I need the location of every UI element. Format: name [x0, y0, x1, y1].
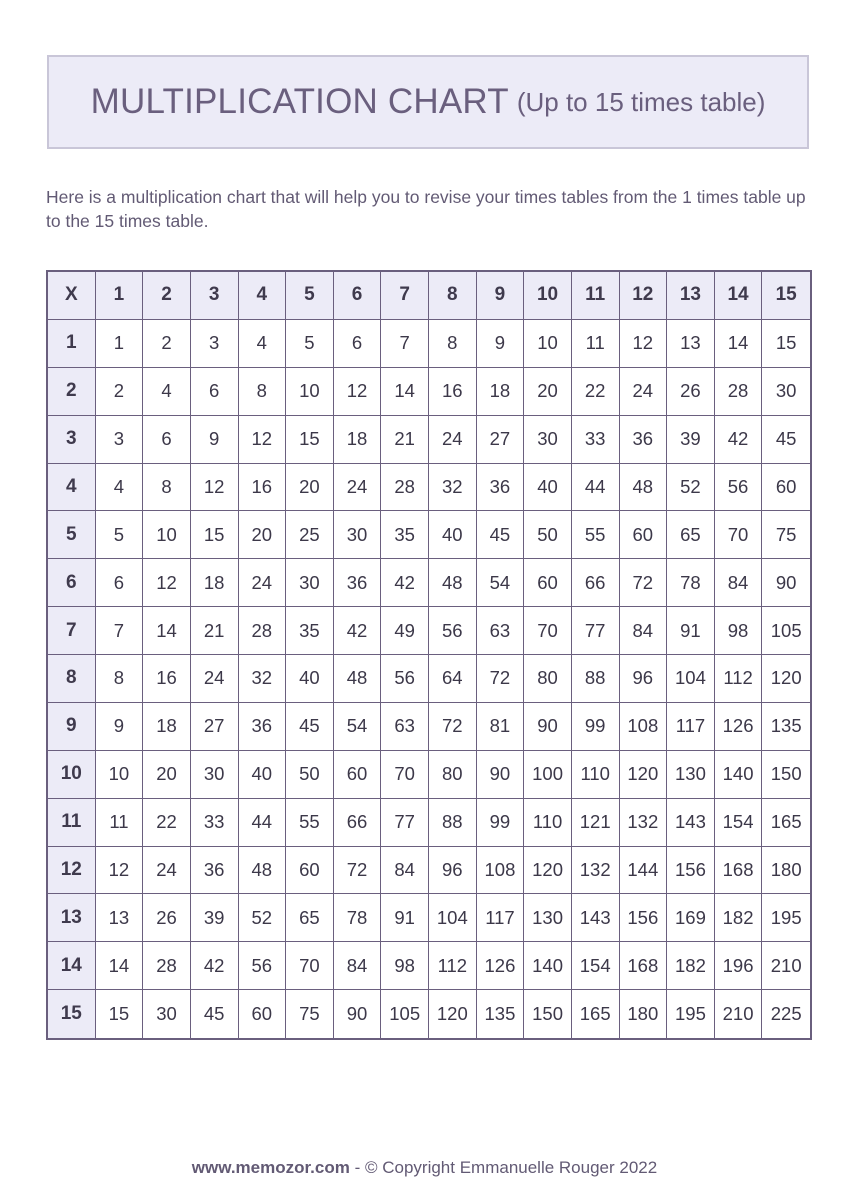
table-cell: 180: [762, 847, 810, 895]
table-cell: 12: [239, 416, 287, 464]
table-cell: 30: [143, 990, 191, 1038]
table-cell: 33: [572, 416, 620, 464]
table-cell: 66: [572, 559, 620, 607]
table-cell: 55: [572, 511, 620, 559]
table-cell: 36: [334, 559, 382, 607]
table-corner-label: X: [48, 272, 96, 320]
table-cell: 54: [477, 559, 525, 607]
table-cell: 135: [477, 990, 525, 1038]
table-cell: 18: [334, 416, 382, 464]
table-cell: 26: [143, 894, 191, 942]
table-cell: 30: [191, 751, 239, 799]
table-cell: 98: [715, 607, 763, 655]
table-cell: 10: [96, 751, 144, 799]
column-header: 13: [667, 272, 715, 320]
table-cell: 44: [572, 464, 620, 512]
table-cell: 105: [381, 990, 429, 1038]
table-cell: 108: [477, 847, 525, 895]
footer-separator: -: [349, 1158, 365, 1177]
table-cell: 42: [191, 942, 239, 990]
row-header: 9: [48, 703, 96, 751]
table-cell: 40: [524, 464, 572, 512]
table-cell: 60: [239, 990, 287, 1038]
table-cell: 48: [334, 655, 382, 703]
table-cell: 84: [715, 559, 763, 607]
table-cell: 2: [143, 320, 191, 368]
table-cell: 8: [239, 368, 287, 416]
table-cell: 84: [620, 607, 668, 655]
table-cell: 10: [524, 320, 572, 368]
table-cell: 56: [381, 655, 429, 703]
table-cell: 135: [762, 703, 810, 751]
table-cell: 25: [286, 511, 334, 559]
row-header: 7: [48, 607, 96, 655]
table-cell: 120: [620, 751, 668, 799]
table-cell: 130: [667, 751, 715, 799]
table-cell: 117: [477, 894, 525, 942]
table-cell: 30: [334, 511, 382, 559]
table-cell: 117: [667, 703, 715, 751]
table-cell: 56: [715, 464, 763, 512]
table-cell: 6: [96, 559, 144, 607]
column-header: 6: [334, 272, 382, 320]
column-header: 4: [239, 272, 287, 320]
table-cell: 24: [429, 416, 477, 464]
row-header: 10: [48, 751, 96, 799]
table-cell: 105: [762, 607, 810, 655]
table-cell: 49: [381, 607, 429, 655]
table-cell: 45: [286, 703, 334, 751]
table-cell: 4: [239, 320, 287, 368]
table-cell: 84: [381, 847, 429, 895]
row-header: 2: [48, 368, 96, 416]
column-header: 2: [143, 272, 191, 320]
table-cell: 100: [524, 751, 572, 799]
table-cell: 88: [429, 799, 477, 847]
table-cell: 33: [191, 799, 239, 847]
table-cell: 8: [143, 464, 191, 512]
table-cell: 18: [191, 559, 239, 607]
table-cell: 150: [762, 751, 810, 799]
table-cell: 78: [334, 894, 382, 942]
table-cell: 77: [381, 799, 429, 847]
table-cell: 165: [572, 990, 620, 1038]
table-cell: 24: [143, 847, 191, 895]
table-cell: 12: [620, 320, 668, 368]
table-cell: 5: [96, 511, 144, 559]
table-cell: 11: [96, 799, 144, 847]
table-cell: 20: [286, 464, 334, 512]
table-cell: 98: [381, 942, 429, 990]
table-cell: 8: [96, 655, 144, 703]
table-cell: 132: [620, 799, 668, 847]
table-cell: 90: [334, 990, 382, 1038]
column-header: 7: [381, 272, 429, 320]
table-cell: 9: [191, 416, 239, 464]
table-cell: 104: [667, 655, 715, 703]
table-cell: 14: [715, 320, 763, 368]
table-cell: 72: [429, 703, 477, 751]
table-cell: 27: [191, 703, 239, 751]
table-cell: 50: [524, 511, 572, 559]
table-cell: 99: [572, 703, 620, 751]
table-cell: 110: [524, 799, 572, 847]
table-cell: 9: [477, 320, 525, 368]
table-cell: 108: [620, 703, 668, 751]
table-cell: 180: [620, 990, 668, 1038]
table-cell: 32: [429, 464, 477, 512]
column-header: 9: [477, 272, 525, 320]
row-header: 6: [48, 559, 96, 607]
table-cell: 63: [477, 607, 525, 655]
table-cell: 30: [762, 368, 810, 416]
table-cell: 50: [286, 751, 334, 799]
table-cell: 75: [286, 990, 334, 1038]
title-banner: [47, 55, 809, 149]
column-header: 8: [429, 272, 477, 320]
table-cell: 140: [524, 942, 572, 990]
table-cell: 45: [477, 511, 525, 559]
intro-paragraph: Here is a multiplication chart that will help you to revise your times tables from the 1 times table up to the 15 times table.: [46, 187, 806, 231]
table-cell: 35: [286, 607, 334, 655]
table-cell: 182: [715, 894, 763, 942]
table-cell: 22: [572, 368, 620, 416]
row-header: 14: [48, 942, 96, 990]
table-cell: 16: [143, 655, 191, 703]
table-cell: 18: [143, 703, 191, 751]
table-cell: 78: [667, 559, 715, 607]
table-cell: 70: [524, 607, 572, 655]
table-cell: 6: [191, 368, 239, 416]
table-cell: 196: [715, 942, 763, 990]
table-cell: 91: [381, 894, 429, 942]
table-cell: 3: [191, 320, 239, 368]
table-cell: 13: [96, 894, 144, 942]
table-cell: 154: [715, 799, 763, 847]
table-cell: 169: [667, 894, 715, 942]
table-cell: 84: [334, 942, 382, 990]
table-cell: 81: [477, 703, 525, 751]
table-cell: 77: [572, 607, 620, 655]
table-cell: 8: [429, 320, 477, 368]
table-cell: 72: [334, 847, 382, 895]
table-cell: 2: [96, 368, 144, 416]
table-cell: 15: [96, 990, 144, 1038]
table-cell: 60: [334, 751, 382, 799]
table-cell: 36: [239, 703, 287, 751]
table-cell: 7: [96, 607, 144, 655]
table-cell: 56: [429, 607, 477, 655]
table-cell: 130: [524, 894, 572, 942]
table-cell: 10: [286, 368, 334, 416]
table-cell: 40: [239, 751, 287, 799]
table-cell: 40: [429, 511, 477, 559]
page-title: MULTIPLICATION CHART: [90, 82, 509, 121]
table-cell: 28: [239, 607, 287, 655]
table-cell: 12: [191, 464, 239, 512]
column-header: 11: [572, 272, 620, 320]
table-cell: 80: [524, 655, 572, 703]
table-cell: 28: [381, 464, 429, 512]
table-cell: 65: [667, 511, 715, 559]
table-cell: 99: [477, 799, 525, 847]
table-cell: 126: [477, 942, 525, 990]
table-cell: 6: [143, 416, 191, 464]
table-cell: 7: [381, 320, 429, 368]
table-cell: 9: [96, 703, 144, 751]
table-cell: 45: [762, 416, 810, 464]
row-header: 8: [48, 655, 96, 703]
table-cell: 126: [715, 703, 763, 751]
table-cell: 70: [715, 511, 763, 559]
table-cell: 65: [286, 894, 334, 942]
table-cell: 48: [239, 847, 287, 895]
table-cell: 15: [286, 416, 334, 464]
table-cell: 42: [381, 559, 429, 607]
table-cell: 120: [524, 847, 572, 895]
table-cell: 70: [286, 942, 334, 990]
table-cell: 75: [762, 511, 810, 559]
table-cell: 16: [239, 464, 287, 512]
table-cell: 30: [524, 416, 572, 464]
table-cell: 60: [620, 511, 668, 559]
row-header: 11: [48, 799, 96, 847]
table-cell: 16: [429, 368, 477, 416]
table-cell: 195: [762, 894, 810, 942]
table-cell: 39: [191, 894, 239, 942]
table-cell: 42: [334, 607, 382, 655]
table-cell: 1: [96, 320, 144, 368]
table-cell: 110: [572, 751, 620, 799]
table-cell: 120: [762, 655, 810, 703]
table-cell: 112: [715, 655, 763, 703]
column-header: 5: [286, 272, 334, 320]
table-cell: 90: [762, 559, 810, 607]
table-cell: 143: [572, 894, 620, 942]
table-cell: 36: [477, 464, 525, 512]
table-cell: 39: [667, 416, 715, 464]
table-cell: 12: [334, 368, 382, 416]
table-cell: 18: [477, 368, 525, 416]
table-cell: 165: [762, 799, 810, 847]
table-cell: 27: [477, 416, 525, 464]
table-cell: 14: [381, 368, 429, 416]
table-cell: 14: [96, 942, 144, 990]
table-cell: 150: [524, 990, 572, 1038]
table-cell: 60: [762, 464, 810, 512]
table-cell: 182: [667, 942, 715, 990]
table-cell: 26: [667, 368, 715, 416]
table-cell: 91: [667, 607, 715, 655]
table-cell: 70: [381, 751, 429, 799]
page-subtitle: (Up to 15 times table): [516, 86, 766, 117]
column-header: 3: [191, 272, 239, 320]
table-cell: 32: [239, 655, 287, 703]
table-cell: 121: [572, 799, 620, 847]
table-cell: 96: [620, 655, 668, 703]
table-cell: 120: [429, 990, 477, 1038]
table-cell: 28: [143, 942, 191, 990]
table-cell: 144: [620, 847, 668, 895]
table-cell: 66: [334, 799, 382, 847]
table-cell: 21: [381, 416, 429, 464]
table-cell: 24: [191, 655, 239, 703]
table-cell: 15: [191, 511, 239, 559]
table-cell: 90: [477, 751, 525, 799]
table-cell: 104: [429, 894, 477, 942]
table-cell: 52: [667, 464, 715, 512]
footer: [0, 1158, 849, 1178]
table-cell: 56: [239, 942, 287, 990]
footer-site-link[interactable]: www.memozor.com: [191, 1158, 350, 1177]
table-cell: 156: [620, 894, 668, 942]
row-header: 13: [48, 894, 96, 942]
table-cell: 22: [143, 799, 191, 847]
table-cell: 14: [143, 607, 191, 655]
table-cell: 154: [572, 942, 620, 990]
column-header: 10: [524, 272, 572, 320]
table-cell: 210: [715, 990, 763, 1038]
table-cell: 35: [381, 511, 429, 559]
table-cell: 4: [96, 464, 144, 512]
table-cell: 48: [429, 559, 477, 607]
table-cell: 12: [96, 847, 144, 895]
table-cell: 20: [524, 368, 572, 416]
table-cell: 156: [667, 847, 715, 895]
table-cell: 140: [715, 751, 763, 799]
table-cell: 21: [191, 607, 239, 655]
table-cell: 10: [143, 511, 191, 559]
table-cell: 40: [286, 655, 334, 703]
multiplication-table: [46, 270, 812, 1040]
table-cell: 44: [239, 799, 287, 847]
row-header: 12: [48, 847, 96, 895]
table-cell: 36: [620, 416, 668, 464]
table-cell: 20: [143, 751, 191, 799]
table-cell: 3: [96, 416, 144, 464]
table-cell: 36: [191, 847, 239, 895]
table-cell: 45: [191, 990, 239, 1038]
table-cell: 143: [667, 799, 715, 847]
column-header: 1: [96, 272, 144, 320]
row-header: 4: [48, 464, 96, 512]
table-cell: 48: [620, 464, 668, 512]
column-header: 12: [620, 272, 668, 320]
table-cell: 15: [762, 320, 810, 368]
table-cell: 42: [715, 416, 763, 464]
table-cell: 52: [239, 894, 287, 942]
table-cell: 24: [334, 464, 382, 512]
row-header: 3: [48, 416, 96, 464]
row-header: 15: [48, 990, 96, 1038]
table-cell: 24: [620, 368, 668, 416]
table-cell: 55: [286, 799, 334, 847]
table-cell: 88: [572, 655, 620, 703]
table-cell: 96: [429, 847, 477, 895]
table-cell: 225: [770, 1003, 802, 1025]
table-cell: 13: [667, 320, 715, 368]
table-cell: 54: [334, 703, 382, 751]
table-cell: 90: [524, 703, 572, 751]
table-cell: 72: [477, 655, 525, 703]
table-cell: 72: [620, 559, 668, 607]
table-cell: 168: [715, 847, 763, 895]
row-header: 5: [48, 511, 96, 559]
table-cell: 60: [524, 559, 572, 607]
table-cell: 6: [334, 320, 382, 368]
table-cell: 30: [286, 559, 334, 607]
table-cell: 63: [381, 703, 429, 751]
footer-copyright: © Copyright Emmanuelle Rouger 2022: [364, 1158, 658, 1177]
table-cell: 28: [715, 368, 763, 416]
table-cell: 210: [762, 942, 810, 990]
column-header: 14: [715, 272, 763, 320]
row-header: 1: [48, 320, 96, 368]
table-cell: 168: [620, 942, 668, 990]
table-cell: 20: [239, 511, 287, 559]
table-cell: 195: [667, 990, 715, 1038]
table-cell: 64: [429, 655, 477, 703]
table-cell: 132: [572, 847, 620, 895]
table-cell: 60: [286, 847, 334, 895]
table-cell: 24: [239, 559, 287, 607]
table-cell: 12: [143, 559, 191, 607]
table-cell: 11: [572, 320, 620, 368]
table-cell: 4: [143, 368, 191, 416]
column-header: 15: [762, 272, 810, 320]
table-cell: 80: [429, 751, 477, 799]
table-cell: 112: [429, 942, 477, 990]
table-cell: 5: [286, 320, 334, 368]
